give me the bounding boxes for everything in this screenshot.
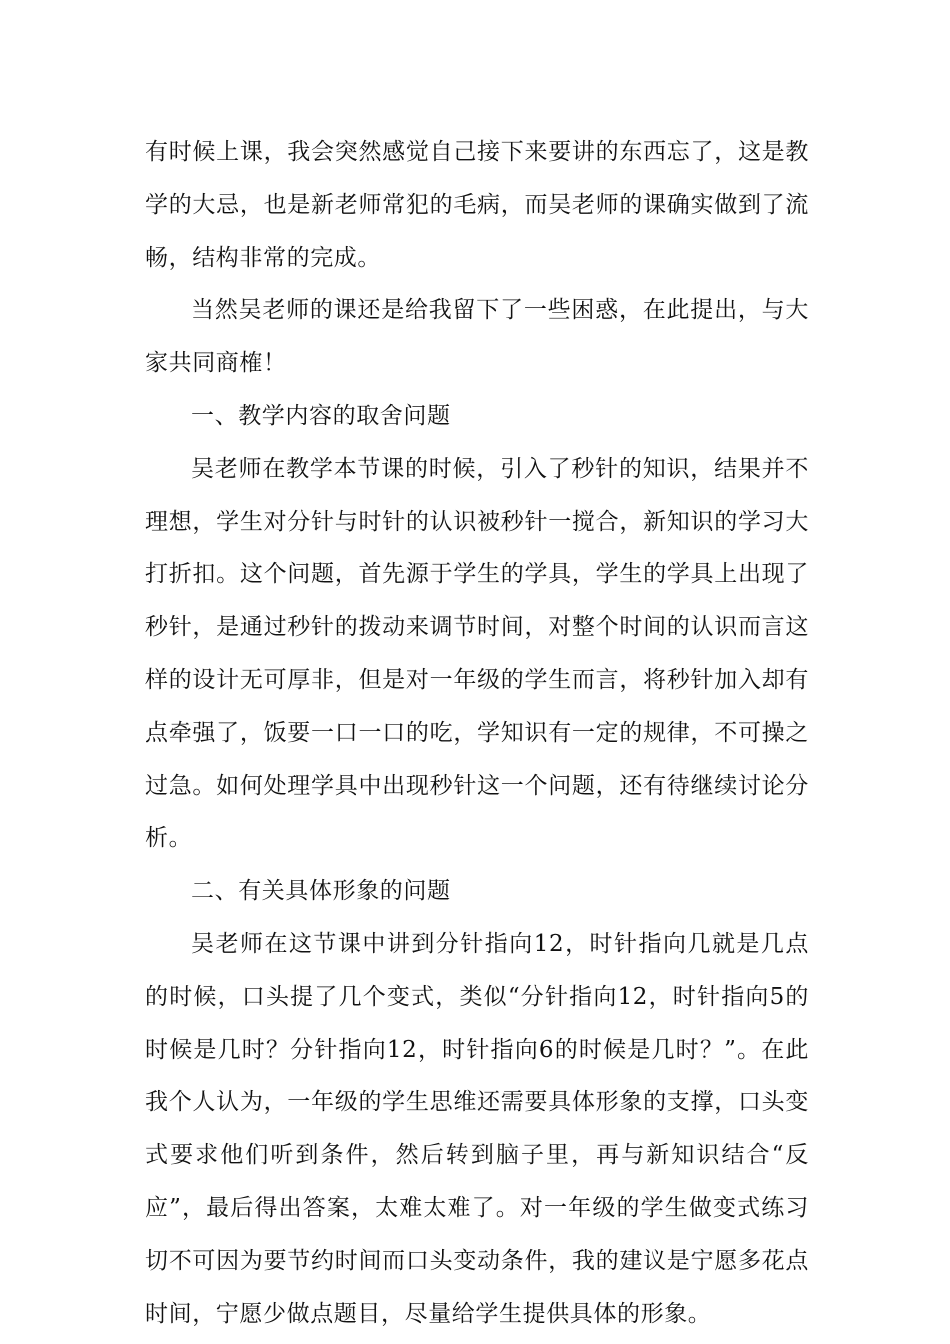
section-heading-concrete-image: 二、有关具体形象的问题 bbox=[191, 878, 451, 905]
section-heading-content-selection: 一、教学内容的取舍问题 bbox=[191, 402, 451, 429]
paragraph-intro: 有时候上课，我会突然感觉自己接下来要讲的东西忘了，这是教学的大忌，也是新老师常犯的毛病，而吴老师的课确实做到了流畅，结构非常的完成。 bbox=[145, 139, 809, 271]
paragraph-confusion: 当然吴老师的课还是给我留下了一些困惑，在此提出，与大家共同商榷！ bbox=[145, 297, 809, 377]
paragraph-oral-variations: 吴老师在这节课中讲到分针指向12，时针指向几就是几点的时候，口头提了几个变式，类似“分针指向12，时针指向5的时候是几时？分针指向12，时针指向6的时候是几时？”。在此我个人认为，一年级的学生思维还需要具体形象的支撑，口头变式要求他们听到条件，然后转到脑子里，再与新知识结合“反应”，最后得出答案，太难太难了。对一年级的学生做变式练习切不可因为要节约时间而口头变动条件，我的建议是宁愿多花点时间，宁愿少做点题目，尽量给学生提供具体的形象。 bbox=[145, 930, 809, 1327]
paragraph-second-hand: 吴老师在教学本节课的时候，引入了秒针的知识，结果并不理想，学生对分针与时针的认识被秒针一搅合，新知识的学习大打折扣。这个问题，首先源于学生的学具，学生的学具上出现了秒针，是通过秒针的拨动来调节时间，对整个时间的认识而言这样的设计无可厚非，但是对一年级的学生而言，将秒针加入却有点牵强了，饭要一口一口的吃，学知识有一定的规律，不可操之过急。如何处理学具中出现秒针这一个问题，还有待继续讨论分析。 bbox=[145, 455, 809, 852]
document-body bbox=[145, 126, 809, 1340]
